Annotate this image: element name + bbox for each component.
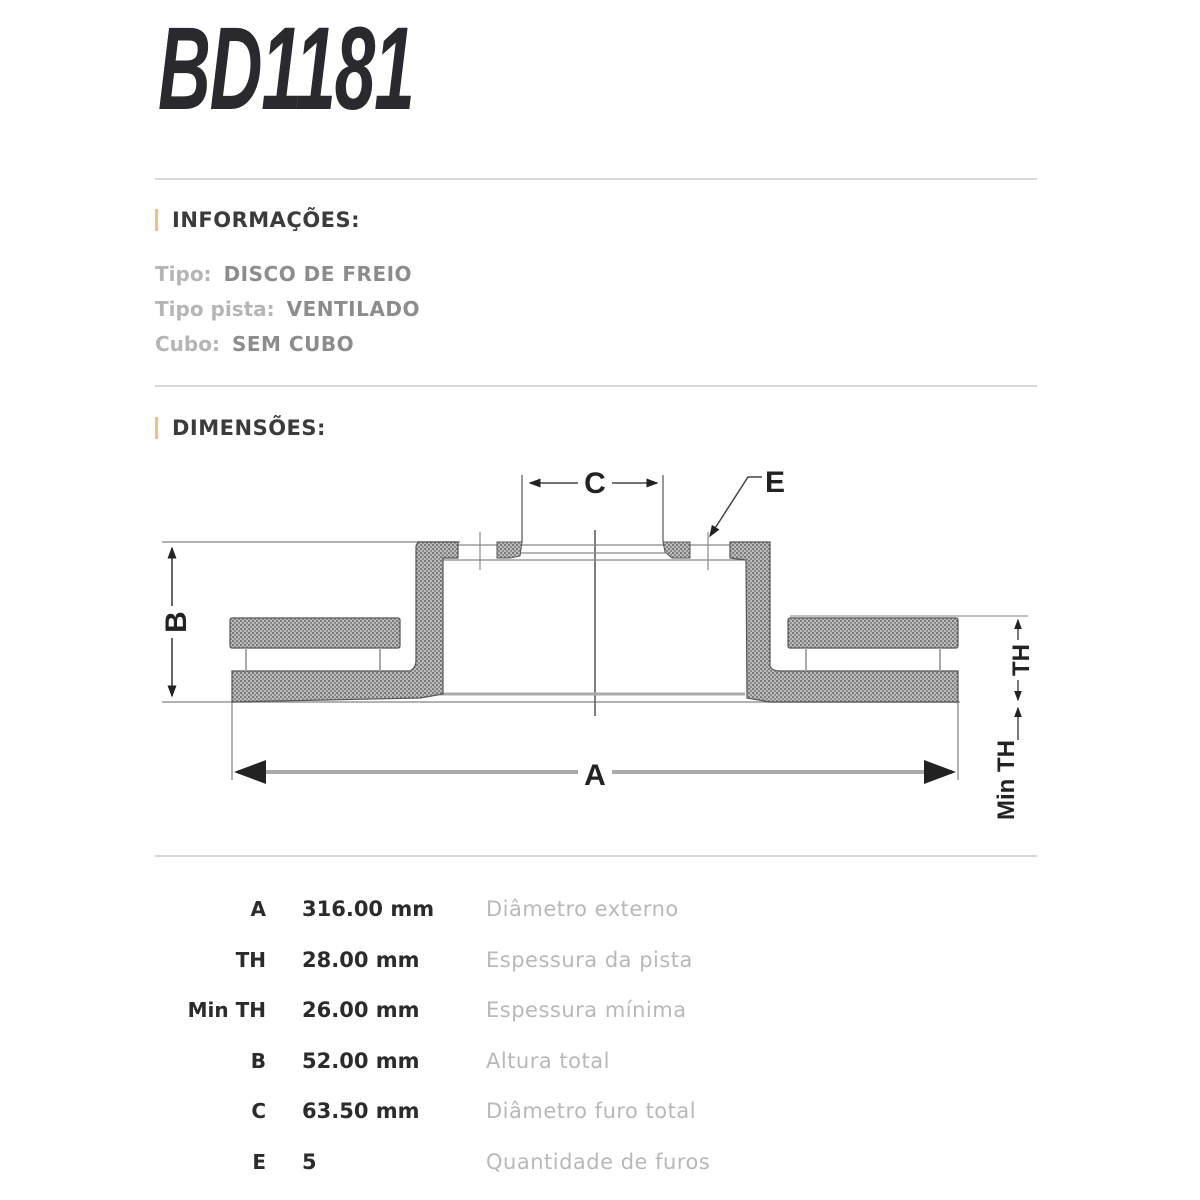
info-label: Tipo pista:: [155, 296, 275, 321]
label-c: C: [584, 467, 606, 500]
accent-bar: [155, 209, 158, 231]
spec-value: 63.50 mm: [302, 1099, 420, 1124]
spec-value: 5: [302, 1149, 317, 1174]
spec-key: TH: [235, 947, 266, 972]
spec-description: Espessura da pista: [486, 947, 693, 972]
label-b: B: [160, 611, 193, 633]
info-row-tipo: [155, 256, 420, 291]
spec-value: 52.00 mm: [302, 1048, 420, 1073]
info-value: DISCO DE FREIO: [223, 261, 413, 286]
divider-top: [155, 178, 1037, 180]
info-row-cubo: [155, 326, 420, 361]
spec-description: Quantidade de furos: [486, 1149, 711, 1174]
spec-description: Altura total: [486, 1048, 610, 1073]
spec-row: [160, 1137, 710, 1188]
spec-value: 316.00 mm: [302, 897, 435, 922]
spec-row: [160, 1036, 710, 1087]
spec-description: Diâmetro externo: [486, 897, 679, 922]
brake-disc-cross-section-diagram: [150, 455, 1050, 845]
info-title-text: INFORMAÇÕES:: [172, 208, 361, 232]
dimensions-section-title: [155, 416, 326, 440]
spec-value: 26.00 mm: [302, 998, 420, 1023]
info-list: [155, 256, 420, 361]
label-e: E: [765, 466, 786, 499]
spec-key: Min TH: [187, 998, 266, 1023]
info-value: SEM CUBO: [231, 331, 355, 356]
info-section-title: [155, 208, 360, 232]
spec-value: 28.00 mm: [302, 947, 420, 972]
info-label: Cubo:: [155, 331, 220, 356]
spec-description: Diâmetro furo total: [486, 1099, 697, 1124]
label-a: A: [584, 759, 606, 792]
info-value: VENTILADO: [286, 296, 420, 321]
spec-key: C: [251, 1099, 266, 1124]
spec-row: [160, 884, 710, 935]
spec-key: A: [250, 897, 266, 922]
info-row-tipo-pista: [155, 291, 420, 326]
accent-bar: [155, 417, 158, 439]
label-min-th: Min TH: [993, 740, 1020, 820]
spec-key: E: [252, 1149, 266, 1174]
spec-row: [160, 985, 710, 1036]
spec-description: Espessura mínima: [486, 998, 687, 1023]
divider-middle: [155, 385, 1037, 387]
product-code: BD1181: [158, 3, 414, 135]
info-label: Tipo:: [155, 261, 212, 286]
dimensions-title-text: DIMENSÕES:: [172, 416, 326, 440]
spec-table: [160, 884, 710, 1187]
spec-row: [160, 935, 710, 986]
spec-key: B: [250, 1048, 266, 1073]
divider-bottom: [155, 855, 1037, 857]
label-th: TH: [1008, 644, 1035, 676]
spec-row: [160, 1086, 710, 1137]
